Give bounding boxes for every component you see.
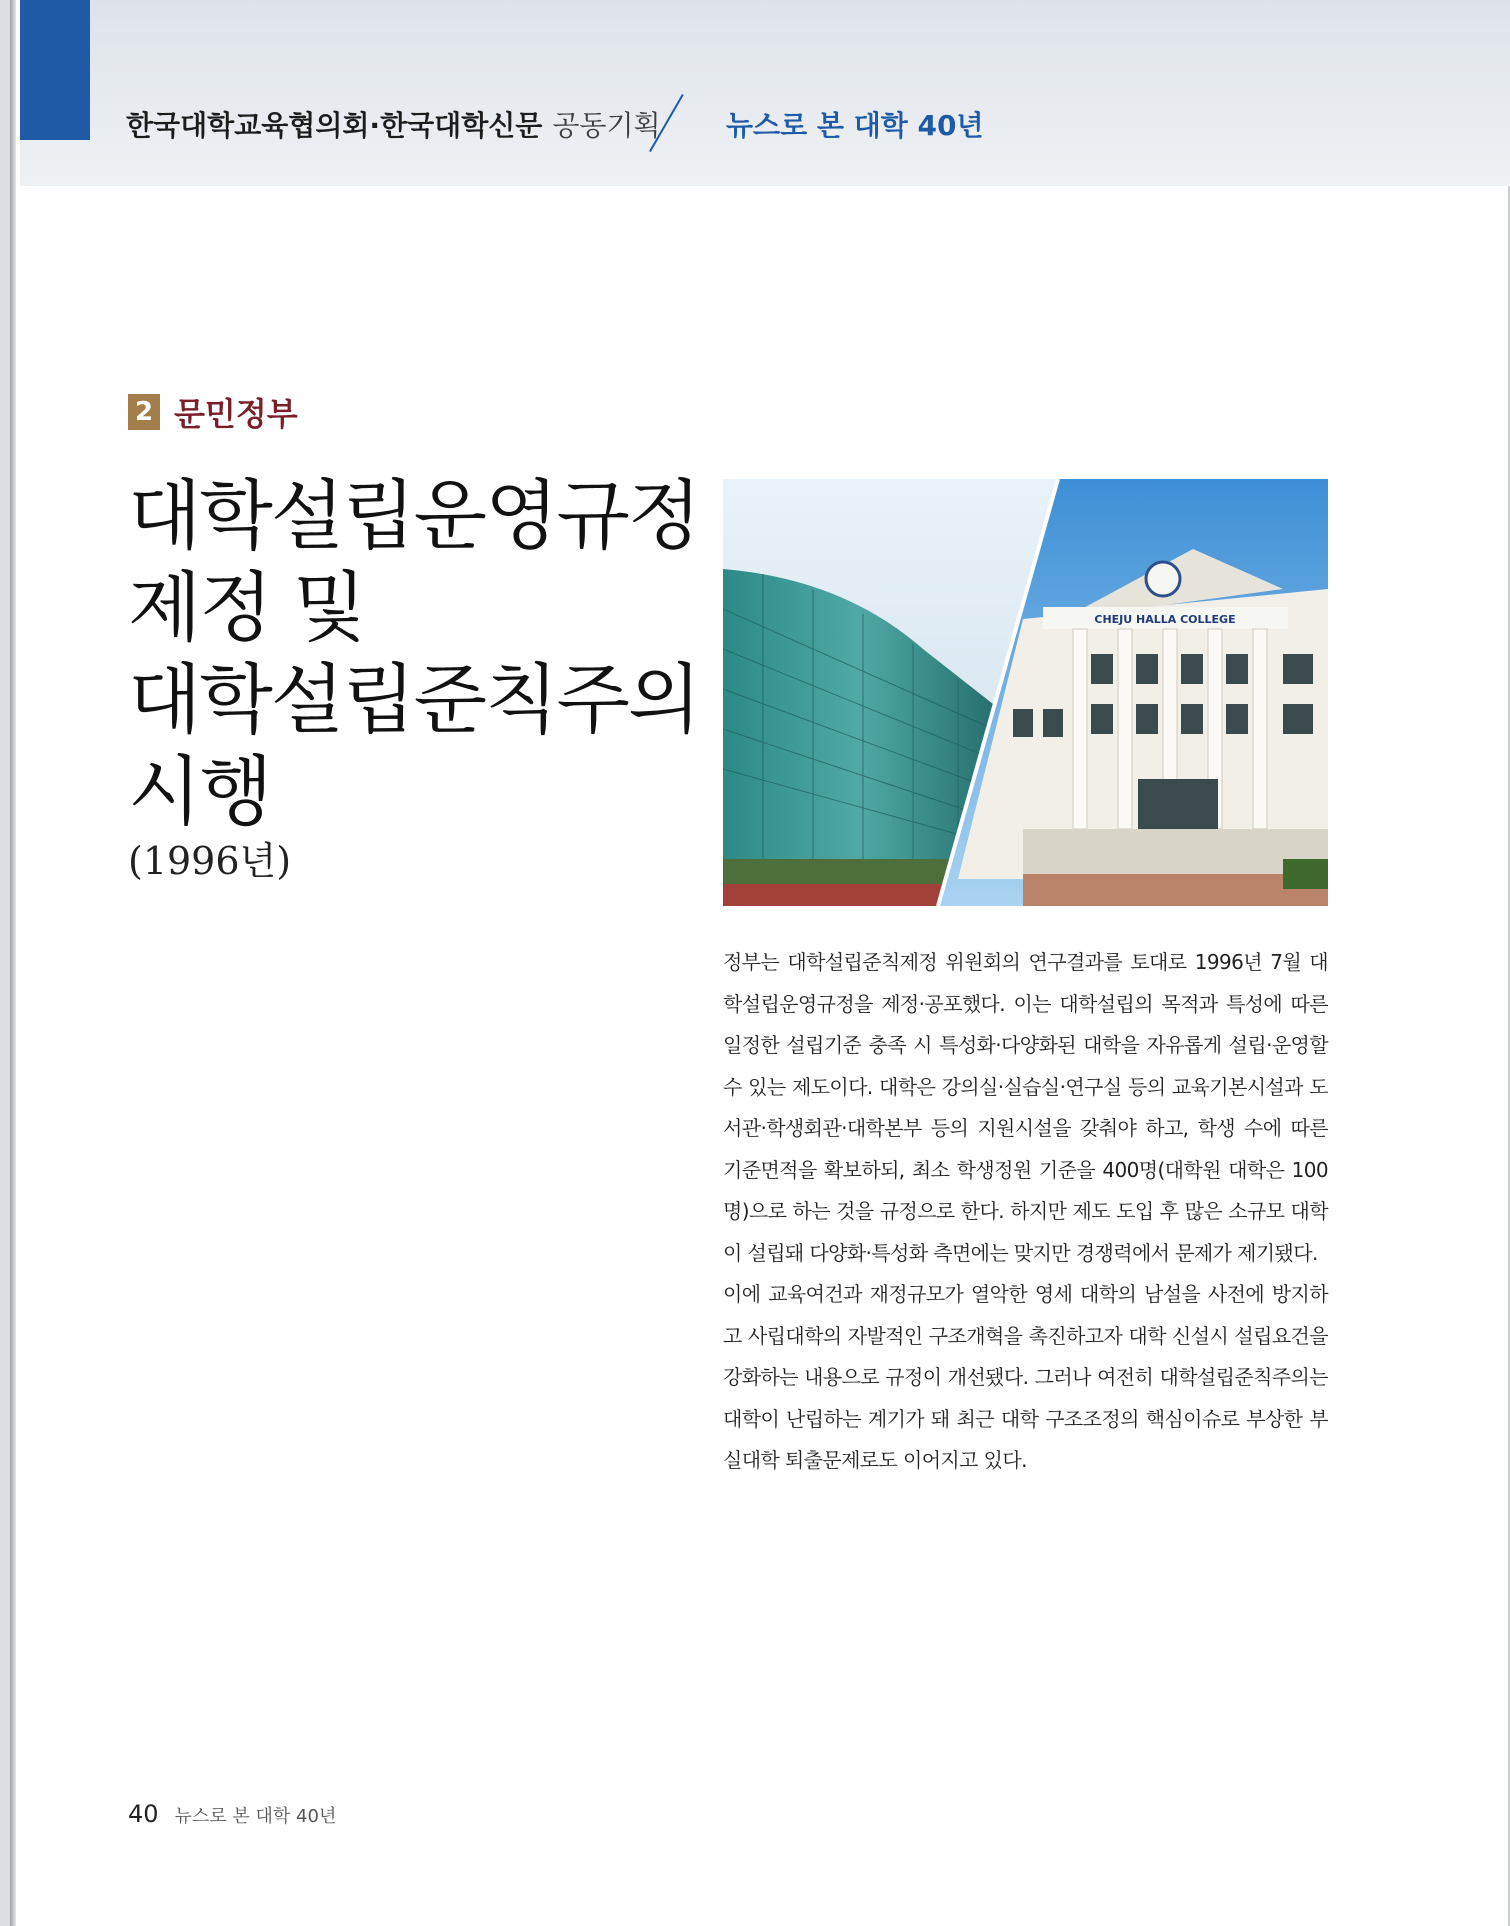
page-number: 40 — [128, 1800, 159, 1828]
section-government: 문민정부 — [174, 395, 298, 433]
article-year: (1996년) — [128, 839, 292, 883]
header-series-title: 뉴스로 본 대학 40년 — [726, 109, 984, 142]
footer-series: 뉴스로 본 대학 40년 — [174, 1806, 337, 1827]
article-body — [723, 942, 1328, 1482]
header-accent-bar — [20, 0, 90, 140]
campus-photo-illustration — [723, 479, 1328, 906]
campus-photo — [723, 479, 1328, 906]
section-label — [128, 392, 298, 432]
header-planning: 공동기획 — [552, 109, 661, 142]
header-band — [20, 0, 1510, 186]
page-footer — [128, 1800, 336, 1828]
title-line: 제정 및 — [128, 563, 365, 652]
section-number-badge: 2 — [128, 394, 160, 430]
title-line: 대학설립운영규정 — [128, 471, 700, 560]
photo-sign-text: CHEJU HALLA COLLEGE — [1094, 613, 1236, 626]
header-publisher — [126, 104, 661, 144]
body-paragraph: 정부는 대학설립준칙제정 위원회의 연구결과를 토대로 1996년 7월 대학설립운영규정을 제정·공포했다. 이는 대학설립의 목적과 특성에 따른 일정한 설립기준 충족 시 특성화·다양화된 대학을 자유롭게 설립·운영할 수 있는 제도이다. 대학은 강의실·실습실·연구실 등의 교육기본시설과 도서관·학생회관·대학본부 등의 지원시설을 갖춰야 하고, 학생 수에 따른 기준면적을 확보하되, 최소 학생정원 기준을 400명(대학원 대학은 100명)으로 하는 것을 규정으로 한다. 하지만 제도 도입 후 많은 소규모 대학이 설립돼 다양화·특성화 측면에는 맞지만 경쟁력에서 문제가 제기됐다. — [723, 950, 1328, 1265]
title-line: 시행 — [128, 747, 271, 836]
header-org: 한국대학교육협의회·한국대학신문 — [126, 109, 543, 142]
article-title — [128, 470, 700, 838]
body-paragraph: 이에 교육여건과 재정규모가 열악한 영세 대학의 남설을 사전에 방지하고 사립대학의 자발적인 구조개혁을 촉진하고자 대학 신설시 설립요건을 강화하는 내용으로 규정이 개선됐다. 그러나 여전히 대학설립준칙주의는 대학이 난립하는 계기가 돼 최근 대학 구조조정의 핵심이슈로 부상한 부실대학 퇴출문제로도 이어지고 있다. — [723, 1282, 1328, 1472]
title-line: 대학설립준칙주의 — [128, 655, 700, 744]
